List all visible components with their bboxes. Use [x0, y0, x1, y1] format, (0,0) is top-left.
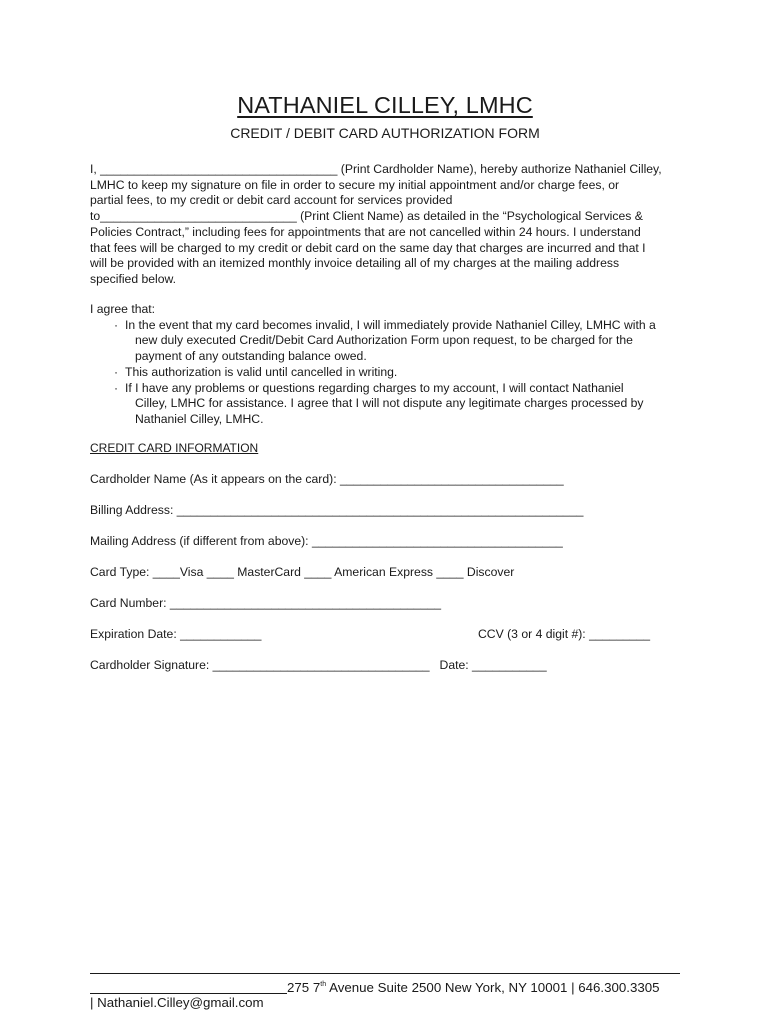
paragraph-line: I, ___________________________________ (Print Cardholder Name), hereby authorize Nathaniel Cilley, — [90, 162, 662, 176]
paragraph-line: specified below. — [90, 271, 177, 286]
list-item — [90, 318, 690, 365]
paragraph-line: that fees will be charged to my credit or debit card on the same day that charges are incurred and that I — [90, 240, 646, 255]
section-heading-credit-card-info: CREDIT CARD INFORMATION — [90, 441, 259, 455]
mailing-address-field[interactable]: Mailing Address (if different from above): _____________________________________ — [90, 534, 563, 548]
paragraph-line: will be provided with an itemized monthly invoice detailing all of my charges at the mailing address — [90, 256, 620, 271]
list-item — [90, 381, 690, 428]
billing-address-field[interactable]: Billing Address: ____________________________________________________________ — [90, 503, 584, 517]
cardholder-signature-field[interactable]: Cardholder Signature: ________________________________ — [90, 658, 430, 672]
paragraph-line: to_____________________________ (Print Client Name) as detailed in the “Psychological Services & — [90, 209, 643, 224]
footer-address-superscript: th — [320, 981, 327, 988]
bullet-line: In the event that my card becomes invalid, I will immediately provide Nathaniel Cilley, LMHC with a — [125, 317, 656, 332]
agreement-intro: I agree that: — [90, 302, 156, 316]
bullet-line: new duly executed Credit/Debit Card Authorization Form upon request, to be charged for the — [135, 333, 633, 348]
bullet-line: This authorization is valid until cancelled in writing. — [125, 364, 398, 379]
paragraph-line: partial fees, to my credit or debit card account for services provided — [90, 193, 453, 208]
bullet-line: Cilley, LMHC for assistance. I agree that I will not dispute any legitimate charges processed by — [135, 396, 644, 411]
bullet-line: If I have any problems or questions regarding charges to my account, I will contact Nathaniel — [125, 380, 624, 395]
paragraph-line: Policies Contract,” including fees for appointments that are not cancelled within 24 hours. I understand — [90, 224, 641, 239]
footer-address-text: 275 7 — [287, 980, 321, 995]
card-number-field[interactable]: Card Number: ________________________________________ — [90, 596, 442, 610]
footer-address-rest: Avenue Suite 2500 New York, NY 10001 | 646.300.3305 — [326, 980, 660, 995]
paragraph-line: LMHC to keep my signature on file in order to secure my initial appointment and/or charge fees, or — [90, 177, 620, 192]
footer-divider — [90, 973, 680, 974]
card-type-field[interactable]: Card Type: ____Visa ____ MasterCard ____ American Express ____ Discover — [90, 565, 515, 579]
signature-row — [90, 658, 547, 672]
list-item — [90, 365, 690, 381]
authorization-paragraph — [90, 162, 690, 288]
signature-date-field[interactable]: Date: ___________ — [439, 658, 547, 672]
form-subtitle: CREDIT / DEBIT CARD AUTHORIZATION FORM — [230, 125, 540, 141]
footer-email: | Nathaniel.Cilley@gmail.com — [90, 995, 264, 1010]
bullet-icon: · — [114, 364, 119, 379]
bullet-icon: · — [114, 317, 119, 332]
bullet-icon: · — [114, 380, 119, 395]
agreement-section — [90, 302, 690, 428]
expiration-date-field[interactable]: Expiration Date: ____________ — [90, 627, 262, 641]
page-title: NATHANIEL CILLEY, LMHC — [237, 92, 533, 118]
ccv-field[interactable]: CCV (3 or 4 digit #): _________ — [478, 627, 651, 641]
bullet-line: Nathaniel Cilley, LMHC. — [135, 411, 264, 426]
footer-address — [90, 979, 660, 995]
footer-blank-line — [90, 979, 287, 994]
bullet-line: payment of any outstanding balance owed. — [135, 349, 367, 364]
cardholder-name-field[interactable]: Cardholder Name (As it appears on the card): _________________________________ — [90, 472, 564, 486]
